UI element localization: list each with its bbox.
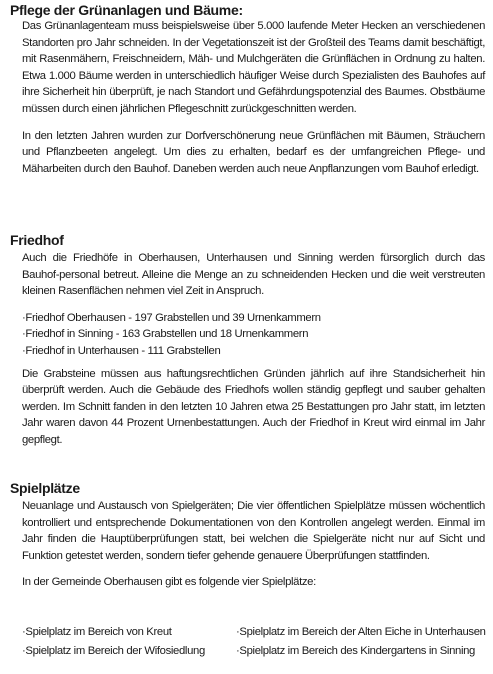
friedhof-list bbox=[0, 310, 493, 360]
list-item: ·Spielplatz im Bereich des Kindergartens in Sinning bbox=[236, 645, 475, 657]
paragraph-friedhof-2: Die Grabsteine müssen aus haftungsrechtlichen Gründen jährlich auf ihre Standsicherheit hin überprüft werden. Auch die Gebäude des Friedhofs wollen ständig gepflegt und sauber gehalten werden. Im Schnitt fanden in den letzten 10 Jahren etwa 25 Bestattungen pro Jahr statt, im letzten Jahr waren davon 44 Prozent Urnenbestattungen. Auch der Friedhof in Kreut wird einmal im Jahr gepflegt. bbox=[22, 367, 485, 446]
list-item: ·Spielplatz im Bereich von Kreut bbox=[22, 626, 172, 638]
paragraph-friedhof-1: Auch die Friedhöfe in Oberhausen, Unterhausen und Sinning werden fürsorglich durch das Bauhof-personal betreut. Alleine die Menge an zu schneidenden Hecken und die weit verstreuten kleinen Rasenflächen nehmen viel Zeit in Anspruch. bbox=[22, 252, 485, 298]
section-title-pflege: Pflege der Grünanlagen und Bäume: bbox=[10, 2, 243, 18]
list-item: ·Friedhof in Unterhausen - 111 Grabstellen bbox=[22, 344, 221, 357]
list-item: ·Spielplatz im Bereich der Alten Eiche in Unterhausen bbox=[236, 626, 486, 638]
paragraph-spielplaetze-2: In der Gemeinde Oberhausen gibt es folgende vier Spielplätze: bbox=[22, 576, 316, 589]
list-item: ·Friedhof in Sinning - 163 Grabstellen und 18 Urnenkammern bbox=[22, 328, 309, 341]
list-item: ·Spielplatz im Bereich der Wifosiedlung bbox=[22, 645, 205, 657]
section-friedhof bbox=[0, 232, 493, 449]
section-spielplaetze bbox=[0, 480, 493, 591]
list-item: ·Friedhof Oberhausen - 197 Grabstellen und 39 Urnenkammern bbox=[22, 311, 321, 324]
section-pflege bbox=[0, 2, 493, 177]
section-title-spielplaetze: Spielplätze bbox=[10, 480, 80, 496]
paragraph-spielplaetze-1: Neuanlage und Austausch von Spielgeräten; Die vier öffentlichen Spielplätze müssen wöchentlich kontrolliert und entsprechende Dokumentationen von den Kontrollen angelegt werden. Einmal im Jahr finden die Hauptüberprüfungen statt, bei welchen die Spielgeräte nicht nur auf Sicht und Funktion getestet werden, sondern tiefer gehende genauere Überprüfungen stattfinden. bbox=[22, 500, 485, 562]
paragraph-pflege-2: In den letzten Jahren wurden zur Dorfverschönerung neue Grünflächen mit Bäumen, Sträuchern und Pflanzbeeten angelegt. Um dies zu erhalten, bedarf es der umfangreichen Pflege- und Mäharbeiten durch den Bauhof. Daneben werden auch neue Anpflanzungen vom Bauhof erledigt. bbox=[22, 129, 485, 175]
section-title-friedhof: Friedhof bbox=[10, 232, 64, 248]
paragraph-pflege-1: Das Grünanlagenteam muss beispielsweise über 5.000 laufende Meter Hecken an verschiedenen Standorten pro Jahr schneiden. In der Vegetationszeit ist der Großteil des Teams damit beschäftigt, mit Rasenmähern, Freischneidern, Mäh- und Mulchgeräten die Grünflächen in Ordnung zu halten. Etwa 1.000 Bäume werden in unterschiedlich häufiger Weise durch Spezialisten des Bauhofes auf ihre Sicherheit hin überprüft, je nach Standort und Gefährdungspotenzial des Baumes. Obstbäume müssen durch einen jährlichen Pflegeschnitt zurückgeschnitten werden. bbox=[22, 20, 485, 115]
